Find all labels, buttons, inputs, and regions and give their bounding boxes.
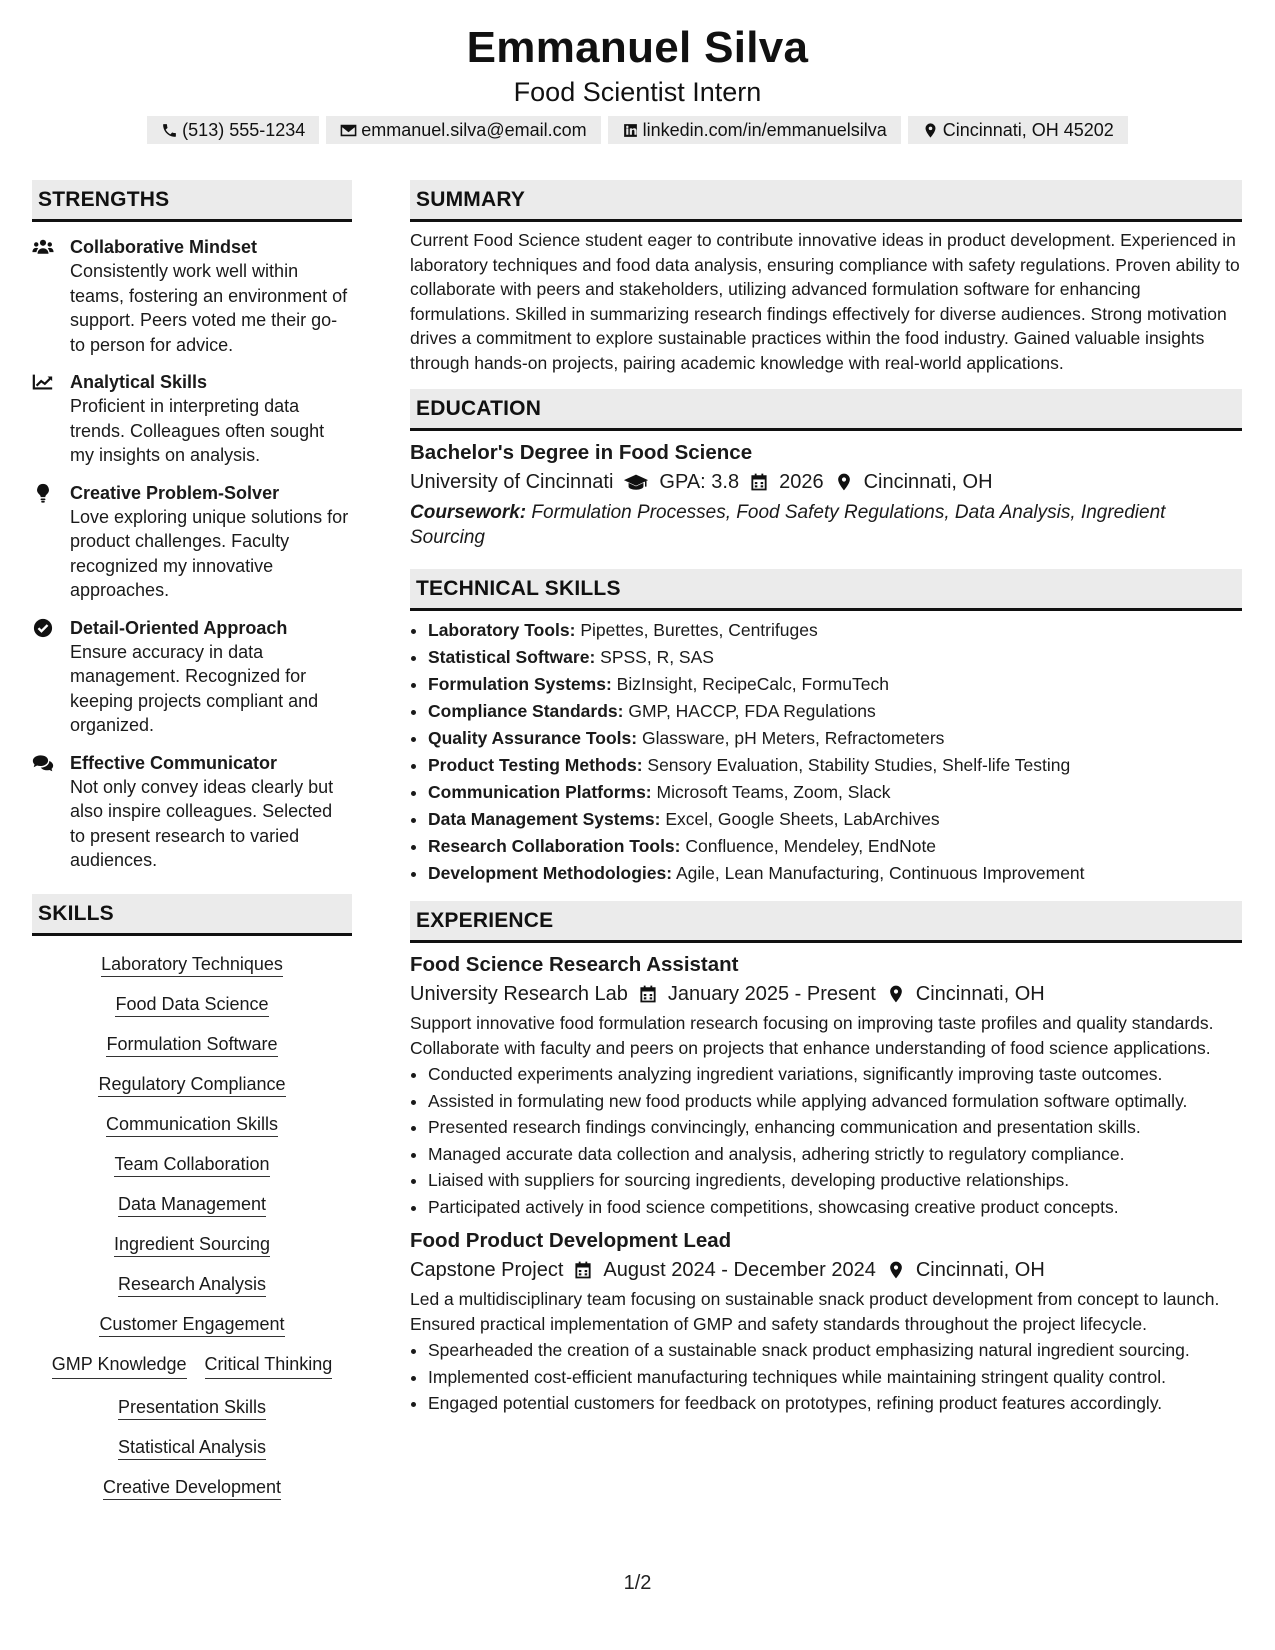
skill-tag: Food Data Science (115, 994, 268, 1017)
list-item (428, 860, 1242, 887)
tech-value: Sensory Evaluation, Stability Studies, Shelf-life Testing (647, 755, 1071, 775)
map-pin-icon (886, 1260, 906, 1280)
list-item (428, 698, 1242, 725)
strength-desc: Proficient in interpreting data trends. Colleagues often sought my insights on analysis. (70, 396, 325, 465)
skill-tag: Communication Skills (106, 1114, 278, 1137)
skill-tag: Customer Engagement (99, 1314, 284, 1337)
calendar-icon (573, 1260, 593, 1280)
chart-line-icon (32, 372, 54, 392)
school-name: University of Cincinnati (410, 471, 614, 493)
skill-row (36, 1435, 348, 1459)
job-bullets (410, 1338, 1242, 1416)
strength-title: Effective Communicator (70, 752, 278, 773)
strength-item (32, 481, 352, 603)
strength-title: Analytical Skills (70, 372, 208, 392)
job-meta (410, 979, 1242, 1009)
list-item (428, 806, 1242, 833)
skill-tag: Creative Development (103, 1477, 281, 1500)
degree-title: Bachelor's Degree in Food Science (410, 441, 753, 464)
job-title: Food Science Research Assistant (410, 953, 739, 976)
technical-skills-list (410, 617, 1242, 887)
skills-cloud (32, 936, 352, 1499)
skill-row (36, 1112, 348, 1136)
job-dates: January 2025 - Present (667, 983, 876, 1005)
tech-label: Development Methodologies: (428, 863, 673, 883)
list-item: • Engaged potential customers for feedback on prototypes, refining product features accordingly. (428, 1391, 1242, 1416)
tech-value: Confluence, Mendeley, EndNote (685, 836, 937, 856)
graduation-year: 2026 (779, 471, 824, 493)
list-item (428, 833, 1242, 860)
strength-item (32, 616, 352, 738)
tech-label: Communication Platforms: (428, 782, 652, 802)
calendar-icon (638, 984, 658, 1004)
skill-row (36, 992, 348, 1016)
tech-label: Research Collaboration Tools: (428, 836, 681, 856)
list-item (428, 725, 1242, 752)
skill-tag: Formulation Software (106, 1034, 277, 1057)
contact-phone-text: (513) 555-1234 (182, 120, 306, 140)
list-item (428, 644, 1242, 671)
tech-value: Pipettes, Burettes, Centrifuges (580, 620, 818, 640)
technical-skills-heading: TECHNICAL SKILLS (410, 569, 1242, 611)
skill-row (36, 1475, 348, 1499)
skill-row (36, 952, 348, 976)
skill-row (36, 1072, 348, 1096)
strength-desc: Ensure accuracy in data management. Recognized for keeping projects compliant and organized. (70, 641, 319, 735)
map-pin-icon (886, 984, 906, 1004)
contact-email-text: emmanuel.silva@email.com (361, 120, 587, 140)
tech-value: Glassware, pH Meters, Refractometers (641, 728, 945, 748)
tech-label: Compliance Standards: (428, 701, 624, 721)
candidate-title: Food Scientist Intern (513, 77, 762, 107)
skill-tag: Data Management (118, 1194, 266, 1217)
experience-heading: EXPERIENCE (410, 901, 1242, 943)
lightbulb-icon (32, 483, 54, 503)
list-item: • Assisted in formulating new food products while applying advanced formulation software optimally. (428, 1089, 1242, 1114)
right-column (410, 180, 1242, 1416)
tech-value: Microsoft Teams, Zoom, Slack (656, 782, 891, 802)
list-item: • Implemented cost-efficient manufacturing techniques while maintaining stringent quality control. (428, 1365, 1242, 1390)
job-location: Cincinnati, OH (915, 983, 1045, 1005)
comments-icon (32, 753, 54, 773)
job-location: Cincinnati, OH (915, 1259, 1045, 1281)
tech-value: SPSS, R, SAS (600, 647, 714, 667)
coursework-list: Formulation Processes, Food Safety Regulations, Data Analysis, Ingredient Sourcing (410, 502, 1166, 548)
strength-desc: Love exploring unique solutions for product challenges. Faculty recognized my innovative approaches. (70, 506, 349, 600)
coursework (410, 500, 1242, 550)
contact-email[interactable] (326, 116, 600, 144)
skill-row (36, 1192, 348, 1216)
tech-label: Laboratory Tools: (428, 620, 576, 640)
strength-title: Detail-Oriented Approach (70, 617, 288, 638)
candidate-name: Emmanuel Silva (466, 23, 809, 72)
job-org: Capstone Project (410, 1259, 564, 1281)
skill-tag: Statistical Analysis (118, 1437, 266, 1460)
skill-row (36, 1272, 348, 1296)
summary-text: Current Food Science student eager to contribute innovative ideas in product development. Experienced in laboratory techniques and food data analysis, ensuring compliance with safety regulations. Proven ability to collaborate with peers and stakeholders, utilizing advanced formulation software for enhancing formulations. Skilled in summarizing research findings effectively for diverse audiences. Strong motivation drives a commitment to explore sustainable practices within the food industry. Gained valuable insights through hands-on projects, pairing academic knowledge with real-world applications. (410, 230, 1240, 373)
list-item: • Conducted experiments analyzing ingredient variations, significantly improving taste outcomes. (428, 1062, 1242, 1087)
tech-value: Agile, Lean Manufacturing, Continuous Improvement (675, 863, 1085, 883)
skill-tag: Team Collaboration (114, 1154, 269, 1177)
skill-tag: Regulatory Compliance (98, 1074, 285, 1097)
skill-row (36, 1152, 348, 1176)
strength-desc: Not only convey ideas clearly but also inspire colleagues. Selected to present research to varied audiences. (70, 776, 334, 870)
list-item: • Managed accurate data collection and analysis, adhering strictly to regulatory compliance. (428, 1142, 1242, 1167)
tech-label: Product Testing Methods: (428, 755, 643, 775)
education-heading: EDUCATION (410, 389, 1242, 431)
list-item (428, 779, 1242, 806)
map-pin-icon (922, 122, 939, 139)
strength-item (32, 370, 352, 468)
graduation-cap-icon (623, 472, 649, 492)
list-item (428, 752, 1242, 779)
resume-header (0, 20, 1275, 144)
strengths-heading: STRENGTHS (32, 180, 352, 222)
strength-item (32, 751, 352, 873)
tech-label: Data Management Systems: (428, 809, 661, 829)
job-summary: Support innovative food formulation research focusing on improving taste profiles and quality standards. Collaborate with faculty and peers on projects that enhance understanding of food science applications. (410, 1013, 1214, 1058)
envelope-icon (340, 122, 357, 139)
skill-row (36, 1032, 348, 1056)
education-meta (410, 467, 1242, 497)
job-org: University Research Lab (410, 983, 628, 1005)
summary-heading: SUMMARY (410, 180, 1242, 222)
list-item: • Liaised with suppliers for sourcing ingredients, developing productive relationships. (428, 1168, 1242, 1193)
coursework-label: Coursework: (410, 502, 527, 523)
skill-tag: Laboratory Techniques (101, 954, 283, 977)
skills-heading: SKILLS (32, 894, 352, 936)
phone-icon (161, 122, 178, 139)
gpa: GPA: 3.8 (659, 471, 740, 493)
tech-value: BizInsight, RecipeCalc, FormuTech (616, 674, 889, 694)
contact-location-text: Cincinnati, OH 45202 (942, 120, 1114, 140)
job-meta (410, 1255, 1242, 1285)
linkedin-icon (622, 122, 639, 139)
job-bullets (410, 1062, 1242, 1219)
tech-value: GMP, HACCP, FDA Regulations (628, 701, 876, 721)
strength-title: Creative Problem-Solver (70, 482, 280, 503)
contact-phone (147, 116, 319, 144)
skill-tag: GMP Knowledge (52, 1352, 187, 1379)
skill-tag: Presentation Skills (118, 1397, 266, 1420)
skill-row (36, 1395, 348, 1419)
job-entry (410, 1227, 1242, 1416)
strength-desc: Consistently work well within teams, fostering an environment of support. Peers voted me their go-to person for advice. (70, 261, 348, 355)
contact-linkedin[interactable] (608, 116, 901, 144)
contact-linkedin-text: linkedin.com/in/emmanuelsilva (642, 120, 887, 140)
skill-tag: Research Analysis (118, 1274, 266, 1297)
tech-label: Statistical Software: (428, 647, 596, 667)
left-column (32, 180, 352, 1499)
tech-value: Excel, Google Sheets, LabArchives (665, 809, 940, 829)
job-dates: August 2024 - December 2024 (603, 1259, 876, 1281)
map-pin-icon (834, 472, 854, 492)
school-location: Cincinnati, OH (863, 471, 993, 493)
tech-label: Formulation Systems: (428, 674, 612, 694)
calendar-icon (749, 472, 769, 492)
job-entry (410, 951, 1242, 1219)
list-item: • Spearheaded the creation of a sustainable snack product emphasizing natural ingredient sourcing. (428, 1338, 1242, 1363)
skill-row (36, 1232, 348, 1256)
job-summary: Led a multidisciplinary team focusing on sustainable snack product development from concept to launch. Ensured practical implementation of GMP and safety standards throughout the project lifecycle. (410, 1289, 1220, 1334)
list-item (428, 617, 1242, 644)
list-item (428, 671, 1242, 698)
skill-tag: Ingredient Sourcing (114, 1234, 270, 1257)
contact-location (908, 116, 1128, 144)
tech-label: Quality Assurance Tools: (428, 728, 638, 748)
page-number: 1/2 (623, 1572, 652, 1594)
list-item: • Presented research findings convincingly, enhancing communication and presentation skills. (428, 1115, 1242, 1140)
strength-title: Collaborative Mindset (70, 237, 258, 257)
check-circle-icon (32, 618, 54, 638)
skill-tag: Critical Thinking (205, 1352, 333, 1379)
strength-item (32, 235, 352, 357)
users-icon (32, 237, 54, 257)
contact-bar (0, 116, 1275, 144)
list-item: • Participated actively in food science competitions, showcasing creative product concepts. (428, 1195, 1242, 1220)
job-title: Food Product Development Lead (410, 1229, 732, 1252)
skill-row (36, 1312, 348, 1336)
